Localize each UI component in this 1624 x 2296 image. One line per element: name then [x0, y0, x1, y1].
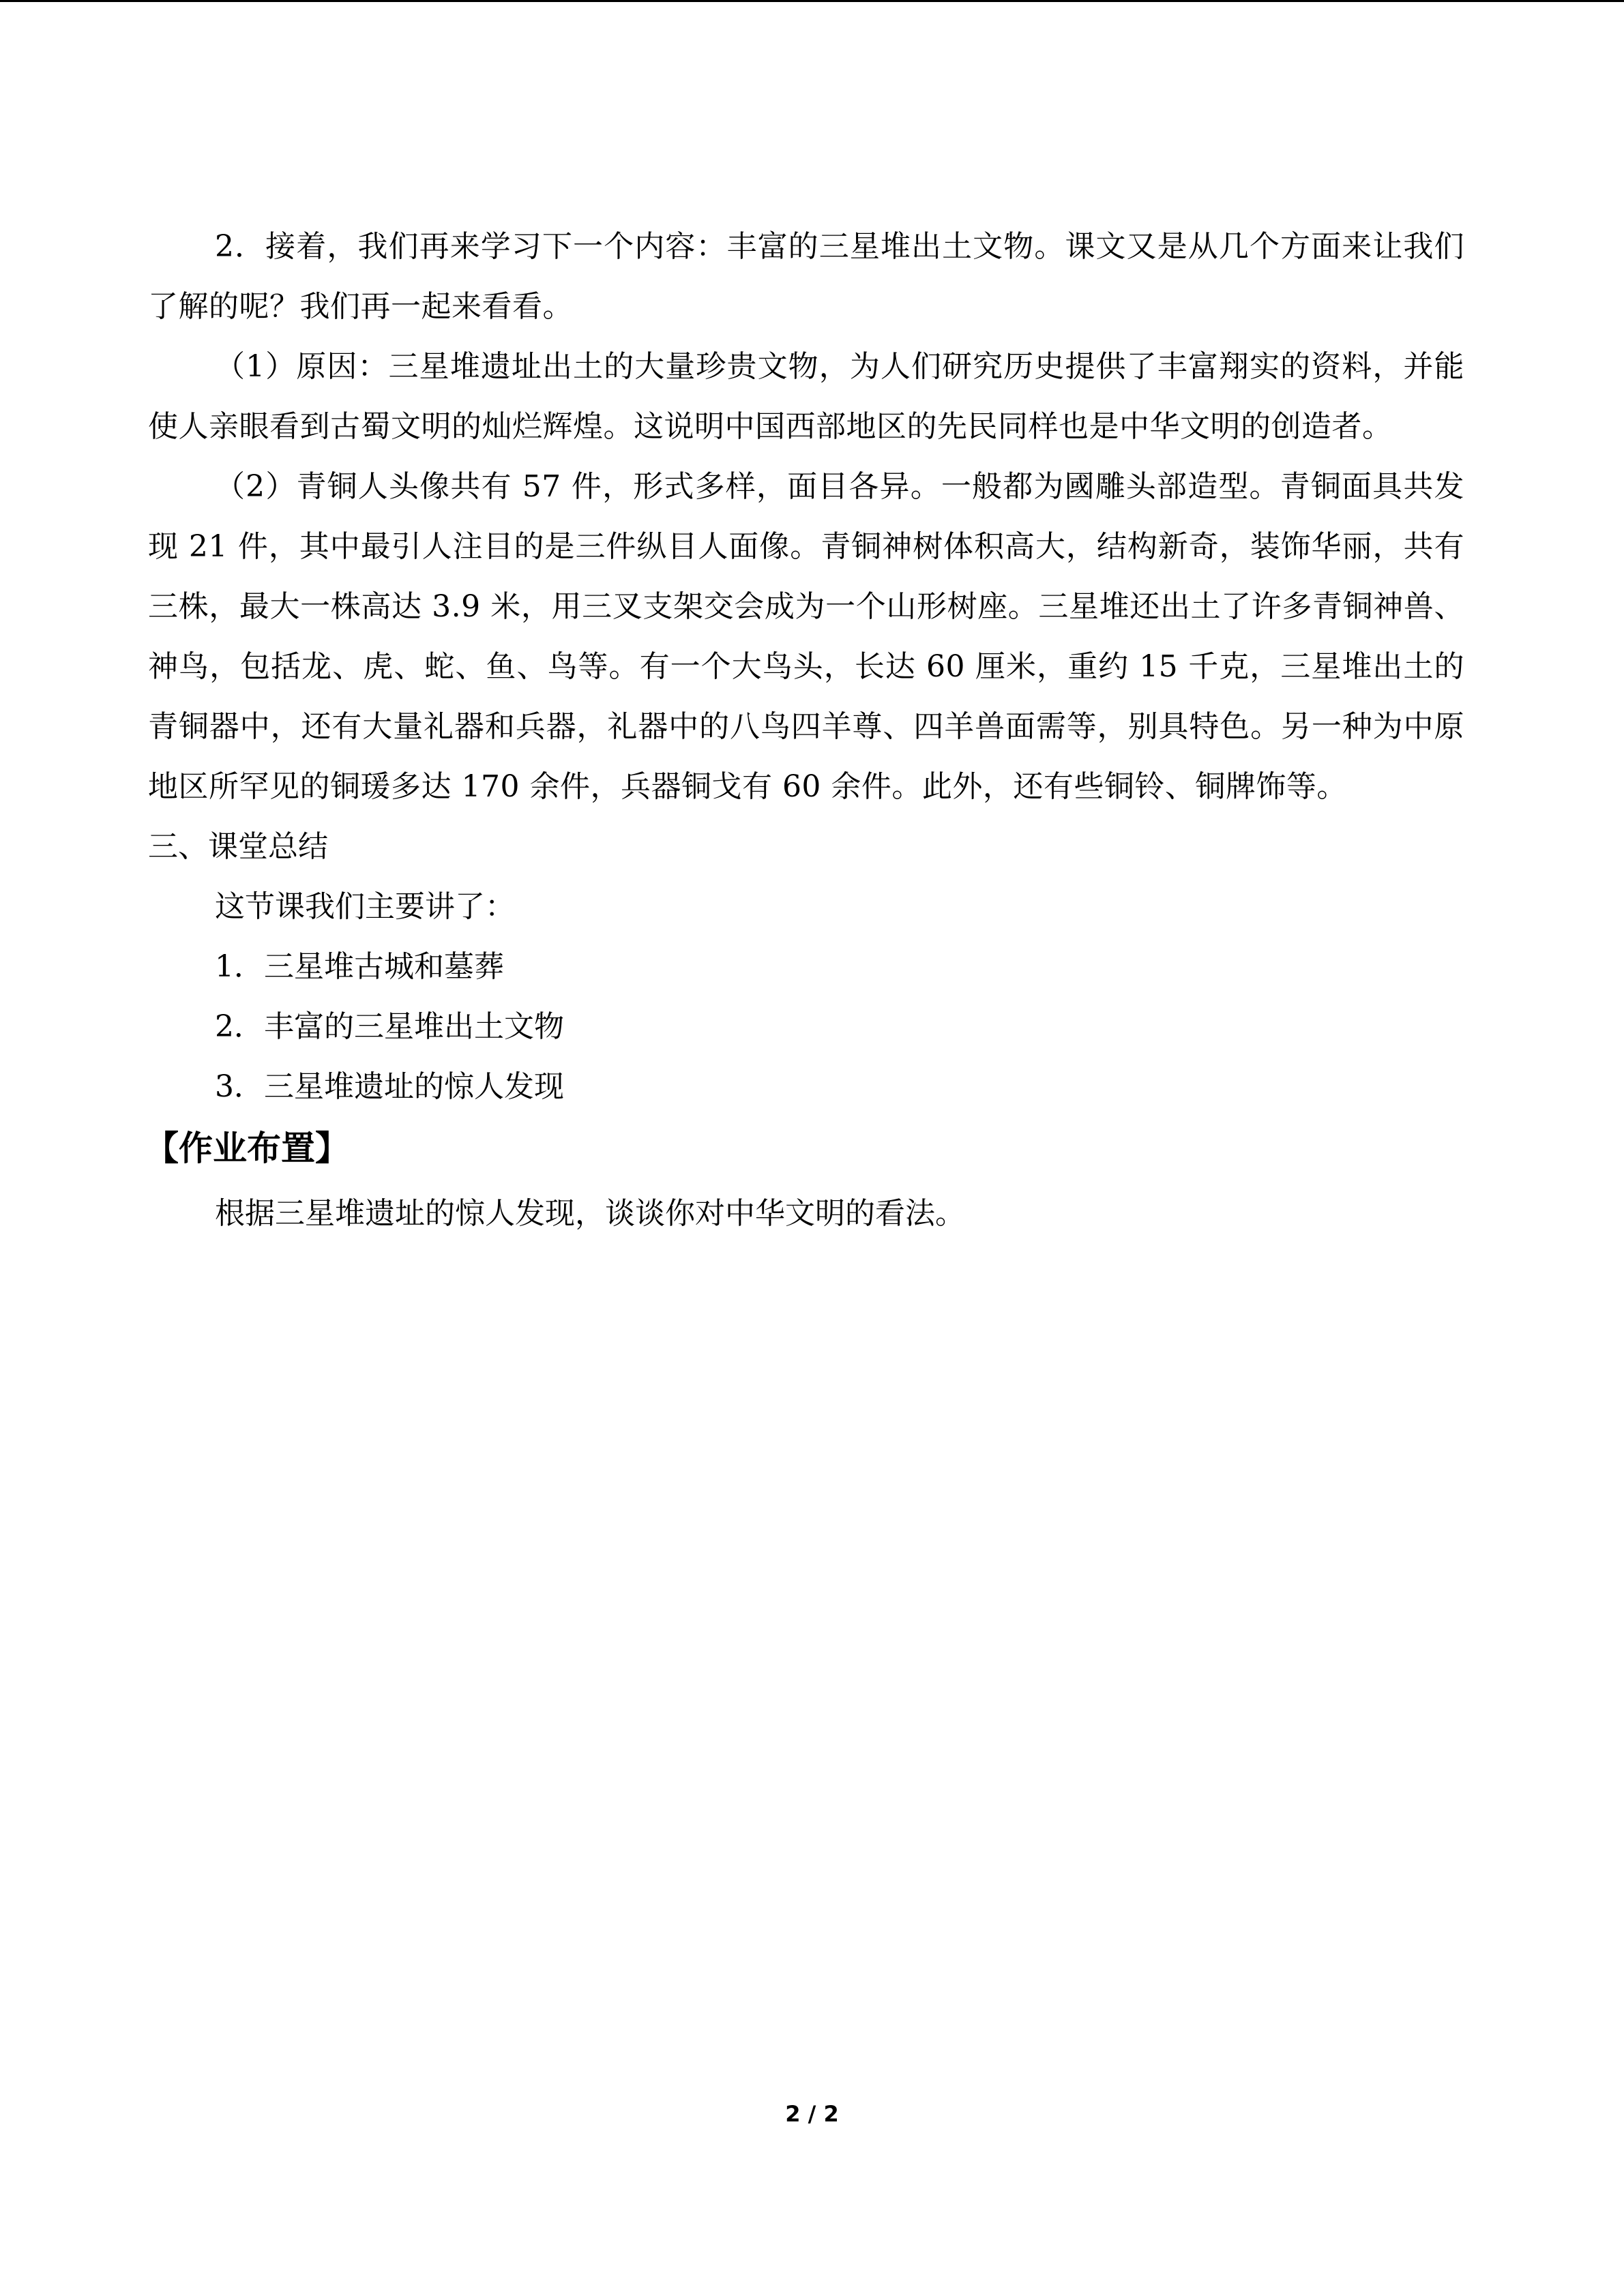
section-title-summary: 三、课堂总结: [148, 829, 328, 864]
paragraph-bronze-artifacts: （2）青铜人头像共有 57 件，形式多样，面目各异。一般都为國雕头部造型。青铜面具共发现 21 件，其中最引人注目的是三件纵目人面像。青铜神树体积高大，结构新奇，装饰华丽，共有三株，最大一株高达 3.9 米，用三叉支架交会成为一个山形树座。三星堆还出土了许多青铜神兽、神鸟，包括龙、虎、蛇、鱼、鸟等。有一个大鸟头，长达 60 厘米，重约 15 千克，三星堆出土的青铜器中，还有大量礼器和兵器，礼器中的八鸟四羊尊、四羊兽面需等，别具特色。另一种为中原地区所罕见的铜瑗多达 170 余件，兵器铜戈有 60 余件。此外，还有些铜铃、铜牌饰等。: [148, 469, 1464, 804]
paragraph-lesson-part-2: 2．接着，我们再来学习下一个内容：丰富的三星堆出土文物。课文又是从几个方面来让我们了解的呢？我们再一起来看看。: [148, 229, 1464, 324]
top-border-line: [0, 0, 1624, 2]
summary-item: 1．三星堆古城和墓葬: [215, 949, 504, 984]
homework-heading: 【作业布置】: [145, 1129, 349, 1168]
summary-item: 2．丰富的三星堆出土文物: [215, 1009, 564, 1044]
paragraph-reason: （1）原因：三星堆遗址出土的大量珍贵文物，为人们研究历史提供了丰富翔实的资料，并能使人亲眼看到古蜀文明的灿烂辉煌。这说明中国西部地区的先民同样也是中华文明的创造者。: [148, 349, 1464, 444]
summary-item: 3．三星堆遗址的惊人发现: [215, 1069, 564, 1104]
summary-intro: 这节课我们主要讲了：: [215, 889, 515, 924]
document-body: [145, 217, 1464, 1244]
homework-text: 根据三星堆遗址的惊人发现，谈谈你对中华文明的看法。: [215, 1196, 965, 1231]
page-number: 2 / 2: [785, 2101, 839, 2127]
